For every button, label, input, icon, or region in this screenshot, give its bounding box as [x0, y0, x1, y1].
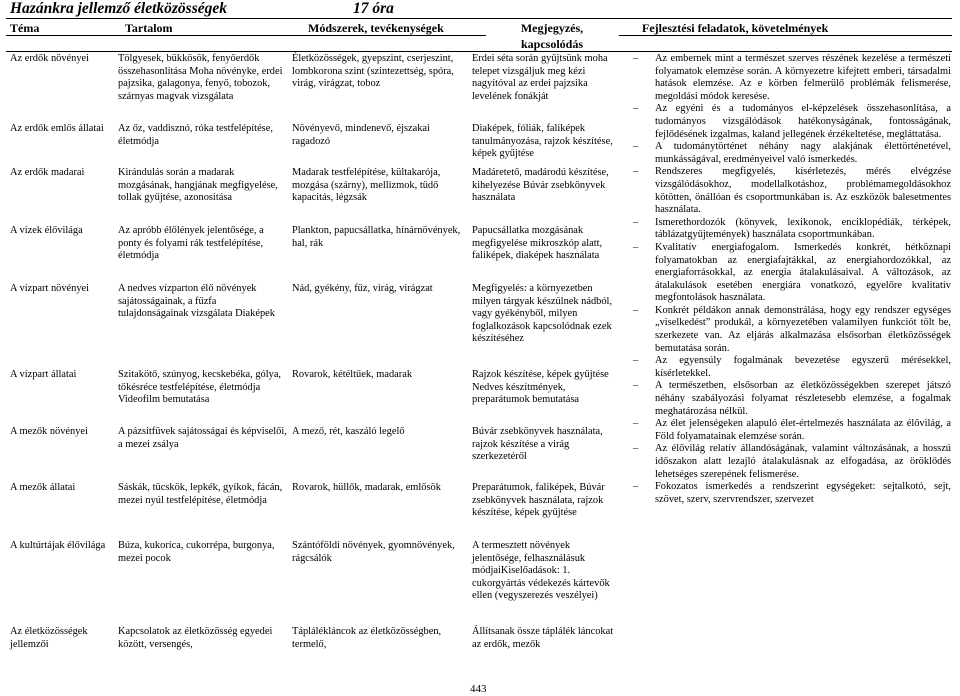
cell-tema: A vízpart állatai: [10, 369, 77, 380]
cell-tema: Az erdők emlős állatai: [10, 123, 104, 134]
table-row: [8, 482, 622, 540]
table-row: [8, 283, 622, 369]
fejlesztesi-list: [633, 53, 951, 506]
header-top-rule: [6, 18, 952, 19]
cell-megjegyzes: Búvár zsebkönyvek használata, rajzok készítése a virág szerkezetéről: [472, 426, 603, 463]
cell-megjegyzes: Diaképek, fóliák, faliképek tanulmányozása, rajzok készítése, képek gyűjtése: [472, 123, 613, 160]
table-row: [8, 626, 622, 656]
fejlesztesi-item: – Fokozatos ismerkedés a rendszerint egységeket: sejtalkotó, sejt, szövet, szerv, szervrendszer, szervezet: [633, 481, 951, 506]
cell-modszerek: Életközösségek, gyepszint, cserjeszint, lombkorona szint (szintezettség, spóra, virág, virágzat, toboz: [292, 53, 454, 90]
cell-megjegyzes: Erdei séta során gyűjtsünk moha telepet vizsgáljuk meg kézi nagyítóval az erdei pajzsika levelének fonákját: [472, 53, 608, 102]
table-row: [8, 225, 622, 283]
cell-megjegyzes: A termesztett növények jelentősége, felhasználásuk módjaiKiselőadások: 1. cukorgyártás védekezés kártevők ellen (vegyszerezés veszélyei): [472, 540, 610, 602]
table-row: [8, 167, 622, 225]
cell-tema: Az erdők madarai: [10, 167, 85, 178]
cell-tema: Az erdők növényei: [10, 53, 90, 64]
fejlesztesi-item: – Az egyensúly fogalmának bevezetése egyszerű mérésekkel, kísérletekkel.: [633, 355, 951, 380]
cell-megjegyzes: Papucsállatka mozgásának megfigyelése mikroszkóp alatt, faliképek, diaképek használata: [472, 225, 603, 262]
page-title: Hazánkra jellemző életközösségek: [10, 0, 227, 17]
header-tema: Téma: [10, 21, 40, 35]
header-mid-rule-left: [6, 35, 486, 36]
fejlesztesi-item: – Rendszeres megfigyelés, kísérletezés, mérés elvégzése vizsgálódásokhoz, modellalkotáshoz, problémamegoldásokhoz kötötten, önállóan és csoportmunkában is. Az eszközök balesetmentes használata.: [633, 166, 951, 216]
fejlesztesi-item: – A tudománytörténet néhány nagy alakjának élettörténetével, munkásságával, eredményeivel való ismerkedés.: [633, 141, 951, 166]
header-megjegyzes-line1: Megjegyzés,: [520, 21, 584, 35]
cell-tema: A vízpart növényei: [10, 283, 90, 294]
cell-modszerek: Szántóföldi növények, gyomnövények, rágcsálók: [292, 540, 455, 564]
table-row: [8, 53, 622, 123]
hours-label: 17 óra: [353, 0, 394, 17]
cell-tartalom: Kapcsolatok az életközösség egyedei között, versengés,: [118, 626, 273, 650]
header-megjegyzes-line2: kapcsolódás: [520, 37, 584, 51]
fejlesztesi-item: – A természetben, elsősorban az életközösségekben szerepet játszó néhány szabályozási folyamat részletesebb elemzése, a fogalmak meghatározása nélkül.: [633, 380, 951, 418]
cell-tema: A mezők állatai: [10, 482, 76, 493]
cell-megjegyzes: Rajzok készítése, képek gyűjtése Nedves készítmények, preparátumok bemutatása: [472, 369, 609, 406]
cell-modszerek: Rovarok, hüllők, madarak, emlősök: [292, 482, 441, 493]
cell-tema: Az életközösségek jellemzői: [10, 626, 88, 650]
fejlesztesi-item: – Ismerethordozók (könyvek, lexikonok, enciklopédiák, térképek, táblázatgyűjtemények) használata csoportmunkában.: [633, 217, 951, 242]
cell-tema: A vizek élővilága: [10, 225, 83, 236]
cell-tartalom: Tölgyesek, bükkösök, fenyőerdők összehasonlítása Moha növényke, erdei pajzsika, galagonya, fenyő, tobozok, szárnyas magvak vizsgálata: [118, 53, 283, 102]
header-tartalom: Tartalom: [125, 21, 173, 35]
cell-tema: A mezők növényei: [10, 426, 88, 437]
cell-modszerek: Rovarok, kétéltűek, madarak: [292, 369, 413, 380]
cell-megjegyzes: Preparátumok, faliképek, Búvár zsebkönyvek használata, rajzok készítése, képek gyűjtése: [472, 482, 605, 519]
header-megjegyzes: [487, 20, 617, 52]
header-modszerek: Módszerek, tevékenységek: [308, 21, 444, 35]
cell-tartalom: Az őz, vaddisznó, róka testfelépítése, életmódja: [118, 123, 273, 147]
fejlesztesi-item: – Kvalitatív energiafogalom. Ismerkedés konkrét, hétköznapi folyamatokban az energiafajtákkal, az energiahordozókkal, az energiaforrásokkal, az energia átalakulásaival. A változások, az átalakulások esetében energiára vonatkozó, egyelőre kvalitatív megfontolások használata.: [633, 242, 951, 305]
cell-tartalom: Az apróbb élőlények jelentősége, a ponty és folyami rák testfelépítése, életmódja: [118, 225, 264, 262]
lesson-table: [8, 53, 622, 656]
cell-megjegyzes: Megfigyelés: a környezetben milyen tárgyak készülnek nádból, vagy gyékényből, milyen foglalkozások kapcsolódnak ezek készítéséhez: [472, 283, 613, 345]
cell-modszerek: Növényevő, mindenevő, éjszakai ragadozó: [292, 123, 430, 147]
fejlesztesi-item: – Az egyéni és a tudományos el-képzelések összehasonlítása, a tudományos vizsgálódások hatékonyságának, fontosságának, fejlődésének izgalmas, kaland jellegének érzékeltetése, megláttatása.: [633, 103, 951, 141]
fejlesztesi-item: – Az élet jelenségeken alapuló élet-értelmezés használata az élővilág, a Föld folyamatainak elemzése során.: [633, 418, 951, 443]
header-fejlesztesi: Fejlesztési feladatok, követelmények: [642, 21, 829, 35]
cell-tartalom: A pázsitfüvek sajátosságai és képviselői, a mezei zsálya: [118, 426, 287, 450]
cell-modszerek: Madarak testfelépítése, kültakarója, mozgása (szárny), mellizmok, tüdő kapacitás, légzsák: [292, 167, 441, 204]
cell-modszerek: Táplálékláncok az életközösségben, termelő,: [292, 626, 442, 650]
table-row: [8, 540, 622, 626]
fejlesztesi-item: – Az embernek mint a természet szerves részének kezelése a természeti folyamatok elemzése során. A környezetre kifejtett emberi, társadalmi hatások elemzése. Az e körben felmerülő problémák felismerése, megoldási módok keresése.: [633, 53, 951, 103]
page-number: 443: [470, 683, 487, 695]
cell-tartalom: Búza, kukorica, cukorrépa, burgonya, mezei pocok: [118, 540, 275, 564]
table-row: [8, 426, 622, 482]
header-bottom-rule: [6, 51, 952, 52]
column-headers: [0, 18, 960, 52]
cell-tema: A kultúrtájak élővilága: [10, 540, 106, 551]
cell-modszerek: A mező, rét, kaszáló legelő: [292, 426, 405, 437]
cell-tartalom: Szitakötő, szúnyog, kecskebéka, gólya, tőkésréce testfelépítése, életmódja Videofilm bemutatása: [118, 369, 282, 406]
table-row: [8, 123, 622, 167]
cell-modszerek: Nád, gyékény, fűz, virág, virágzat: [292, 283, 433, 294]
cell-tartalom: Sáskák, tücskök, lepkék, gyíkok, fácán, mezei nyúl testfelépítése, életmódja: [118, 482, 283, 506]
fejlesztesi-item: – Konkrét példákon annak demonstrálása, hogy egy rendszer egységes „viselkedést” produkál, a környezetében valamilyen funkciót tölt be, szerkezete van. Az eljárás alkalmazása elsősorban életközösségek bemutatása során.: [633, 305, 951, 355]
cell-megjegyzes: Madáretető, madárodú készítése, kihelyezése Búvár zsebkönyvek használata: [472, 167, 609, 204]
cell-modszerek: Plankton, papucsállatka, hínárnövények, hal, rák: [292, 225, 461, 249]
cell-tartalom: A nedves vízparton élő növények sajátosságainak, a fűzfa tulajdonságainak vizsgálata Diaképek: [118, 283, 275, 320]
fejlesztesi-item: – Az élővilág relatív állandóságának, valamint változásának, a hosszú időszakon alatt lezajló átalakulásnak az elfogadása, az öröklődés lehetséges szerepének felismerése.: [633, 443, 951, 481]
table-row: [8, 369, 622, 426]
cell-tartalom: Kirándulás során a madarak mozgásának, hangjának megfigyelése, tollak gyűjtése, azonosítása: [118, 167, 278, 204]
cell-megjegyzes: Állítsanak össze táplálék láncokat az erdők, mezők: [472, 626, 614, 650]
header-mid-rule-right: [619, 35, 952, 36]
page-header: [10, 0, 954, 20]
